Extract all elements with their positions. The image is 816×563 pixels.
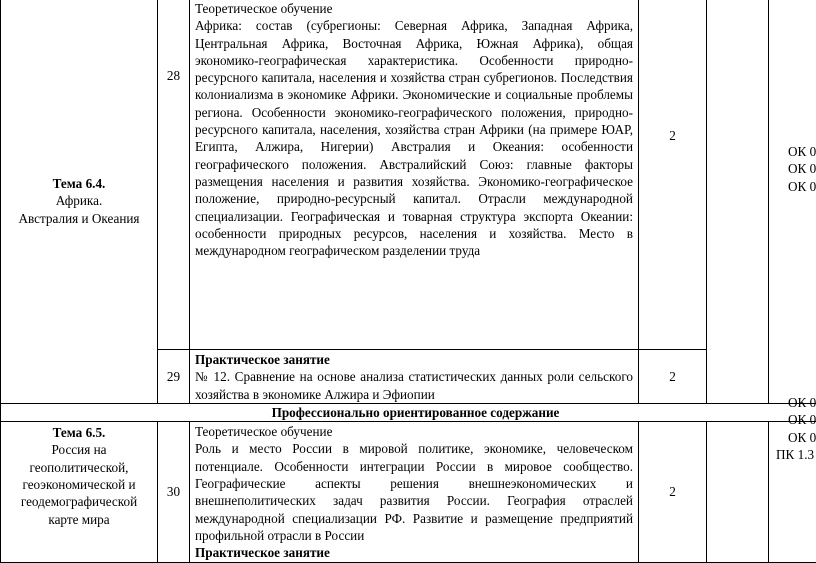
topic-title: Тема 6.5. <box>53 425 106 440</box>
section-row <box>1 403 816 421</box>
topic-line: карте мира <box>5 511 153 528</box>
competency-code: ОК 0 <box>788 143 816 160</box>
topic-line: Россия на <box>5 441 153 458</box>
competencies-list <box>788 394 816 463</box>
section-header: Профессионально ориентированное содержание <box>1 403 816 421</box>
practice-type: Практическое занятие <box>195 545 330 560</box>
competency-code: ОК 0 <box>788 178 816 195</box>
table-row <box>1 0 816 350</box>
topic-line: Австралия и Океания <box>5 210 153 227</box>
competency-code: ПК 1.3 <box>776 446 816 463</box>
competency-code: ОК 0 <box>788 411 816 428</box>
competency-code: ОК 0 <box>788 394 816 411</box>
lesson-number: 28 <box>158 0 190 350</box>
hours-cell: 2 <box>639 422 707 562</box>
competencies-cell <box>769 0 816 403</box>
topic-title: Тема 6.4. <box>53 176 106 191</box>
hours-cell: 2 <box>639 0 707 350</box>
lesson-type: Теоретическое обучение <box>195 423 633 440</box>
lesson-text: № 12. Сравнение на основе анализа статистических данных роли сельского хозяйства в экономике Алжира и Эфиопии <box>195 368 633 403</box>
lesson-text: Роль и место России в мировой политике, экономике, человеческом потенциале. Особенности интеграции России в мировое сообщество. Географические аспекты решения внешнеэкономических и внешнеполитических задач развития России. География отраслей международной специализации РФ. Развитие и размещение предприятий профильной отрасли в России <box>195 440 633 544</box>
topic-cell <box>1 0 158 403</box>
topic-line: геодемографической <box>5 493 153 510</box>
lesson-number: 29 <box>158 350 190 404</box>
competency-code: ОК 0 <box>788 160 816 177</box>
empty-cell <box>707 0 769 403</box>
lesson-text: Африка: состав (субрегионы: Северная Африка, Западная Африка, Центральная Африка, Восточная Африка, Южная Африка), общая экономико-географическая характеристика. Особенности природно-ресурсного капитала, населения и хозяйства стран субрегионов. Последствия колониализма в экономике Африки. Экономические и социальные проблемы региона. Особенности экономико-географического положения, природно-ресурсного капитала, населения, хозяйства стран Африки (на примере ЮАР, Египта, Алжира, Нигерии) Австралия и Океания: особенности географического положения. Австралийский Союз: главные факторы размещения населения и развития хозяйства. Экономико-географическое положение, природно-ресурсный капитал. Отрасли международной специализации. Географическая и товарная структура экспорта Океании: особенности природных ресурсов, населения и хозяйства. Место в международном географическом разделении труда <box>195 17 633 259</box>
topic-cell <box>1 422 158 562</box>
empty-cell <box>707 422 769 562</box>
lesson-content <box>190 422 639 562</box>
lesson-content <box>190 0 639 350</box>
hours-cell: 2 <box>639 350 707 404</box>
lesson-type: Практическое занятие <box>195 352 330 367</box>
competency-code: ОК 0 <box>788 429 816 446</box>
competencies-list <box>788 143 816 195</box>
topic-line: геополитической, <box>5 459 153 476</box>
topic-line: геоэкономической и <box>5 476 153 493</box>
topic-line: Африка. <box>5 192 153 209</box>
lesson-number: 30 <box>158 422 190 562</box>
lesson-type: Теоретическое обучение <box>195 0 633 17</box>
lesson-content <box>190 350 639 404</box>
table-row <box>1 422 816 562</box>
